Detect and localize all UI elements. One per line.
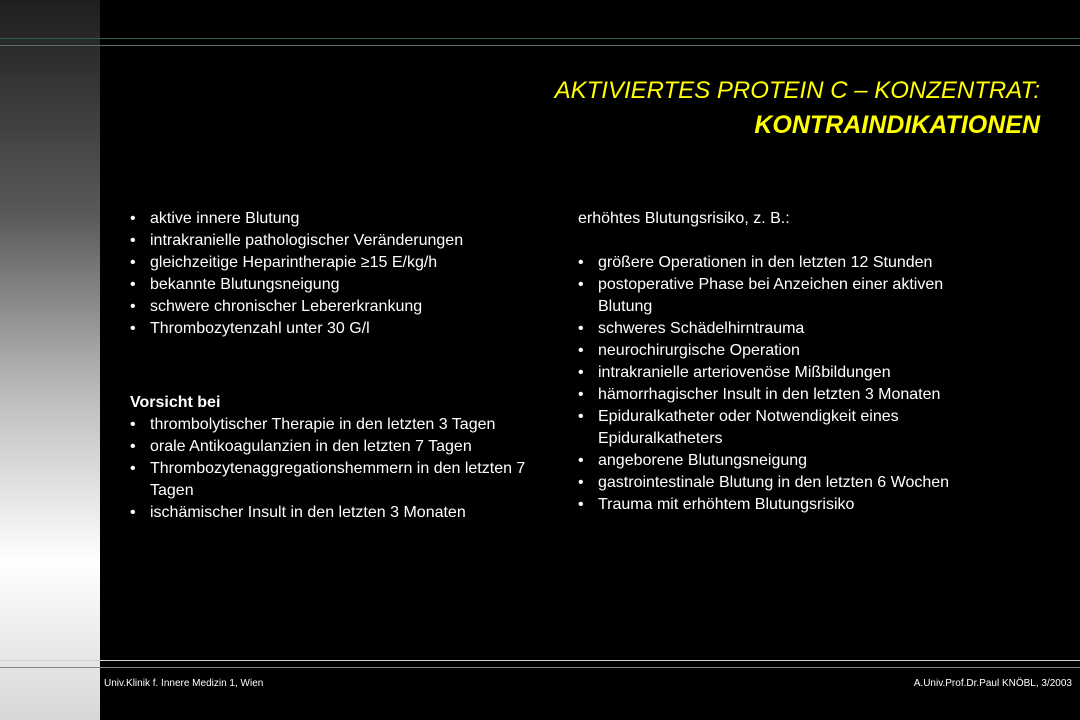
bleeding-risk-intro: erhöhtes Blutungsrisiko, z. B.: <box>578 210 790 227</box>
list-item: • orale Antikoagulanzien in den letzten 7 Tagen <box>130 436 550 458</box>
contraindications-list <box>130 208 550 340</box>
list-item: • Thrombozytenaggregationshemmern in den letzten 7 Tagen <box>130 458 550 502</box>
list-item: • Epiduralkatheter oder Notwendigkeit eines Epiduralkatheters <box>578 406 998 450</box>
list-item: • gastrointestinale Blutung in den letzten 6 Wochen <box>578 472 998 494</box>
list-item: • Thrombozytenzahl unter 30 G/l <box>130 318 550 340</box>
top-rule <box>0 38 1080 39</box>
footer-institution: Univ.Klinik f. Innere Medizin 1, Wien <box>104 678 264 689</box>
slide-title <box>340 77 1040 141</box>
list-item: • schwere chronischer Lebererkrankung <box>130 296 550 318</box>
caution-heading: Vorsicht bei <box>130 394 221 411</box>
slide-title-line2: KONTRAINDIKATIONEN <box>754 111 1040 139</box>
side-gradient-strip <box>0 0 100 720</box>
list-item: • aktive innere Blutung <box>130 208 550 230</box>
list-item: • intrakranielle arteriovenöse Mißbildungen <box>578 362 998 384</box>
list-item: • thrombolytischer Therapie in den letzten 3 Tagen <box>130 414 550 436</box>
list-item: • neurochirurgische Operation <box>578 340 998 362</box>
caution-section <box>130 392 550 524</box>
list-item: • postoperative Phase bei Anzeichen einer aktiven Blutung <box>578 274 998 318</box>
list-item: • schweres Schädelhirntrauma <box>578 318 998 340</box>
list-item: • bekannte Blutungsneigung <box>130 274 550 296</box>
list-item: • größere Operationen in den letzten 12 Stunden <box>578 252 998 274</box>
bottom-rule <box>0 660 1080 661</box>
list-item: • gleichzeitige Heparintherapie ≥15 E/kg/h <box>130 252 550 274</box>
list-item: • angeborene Blutungsneigung <box>578 450 998 472</box>
list-item: • ischämischer Insult in den letzten 3 Monaten <box>130 502 550 524</box>
bottom-rule-secondary <box>0 667 1080 668</box>
list-item: • Trauma mit erhöhtem Blutungsrisiko <box>578 494 998 516</box>
list-item: • intrakranielle pathologischer Veränderungen <box>130 230 550 252</box>
top-rule-secondary <box>0 45 1080 46</box>
bleeding-risk-section <box>578 208 998 516</box>
slide-title-line1: AKTIVIERTES PROTEIN C – KONZENTRAT: <box>554 77 1040 104</box>
list-item: • hämorrhagischer Insult in den letzten 3 Monaten <box>578 384 998 406</box>
footer-author: A.Univ.Prof.Dr.Paul KNÖBL, 3/2003 <box>913 678 1072 689</box>
